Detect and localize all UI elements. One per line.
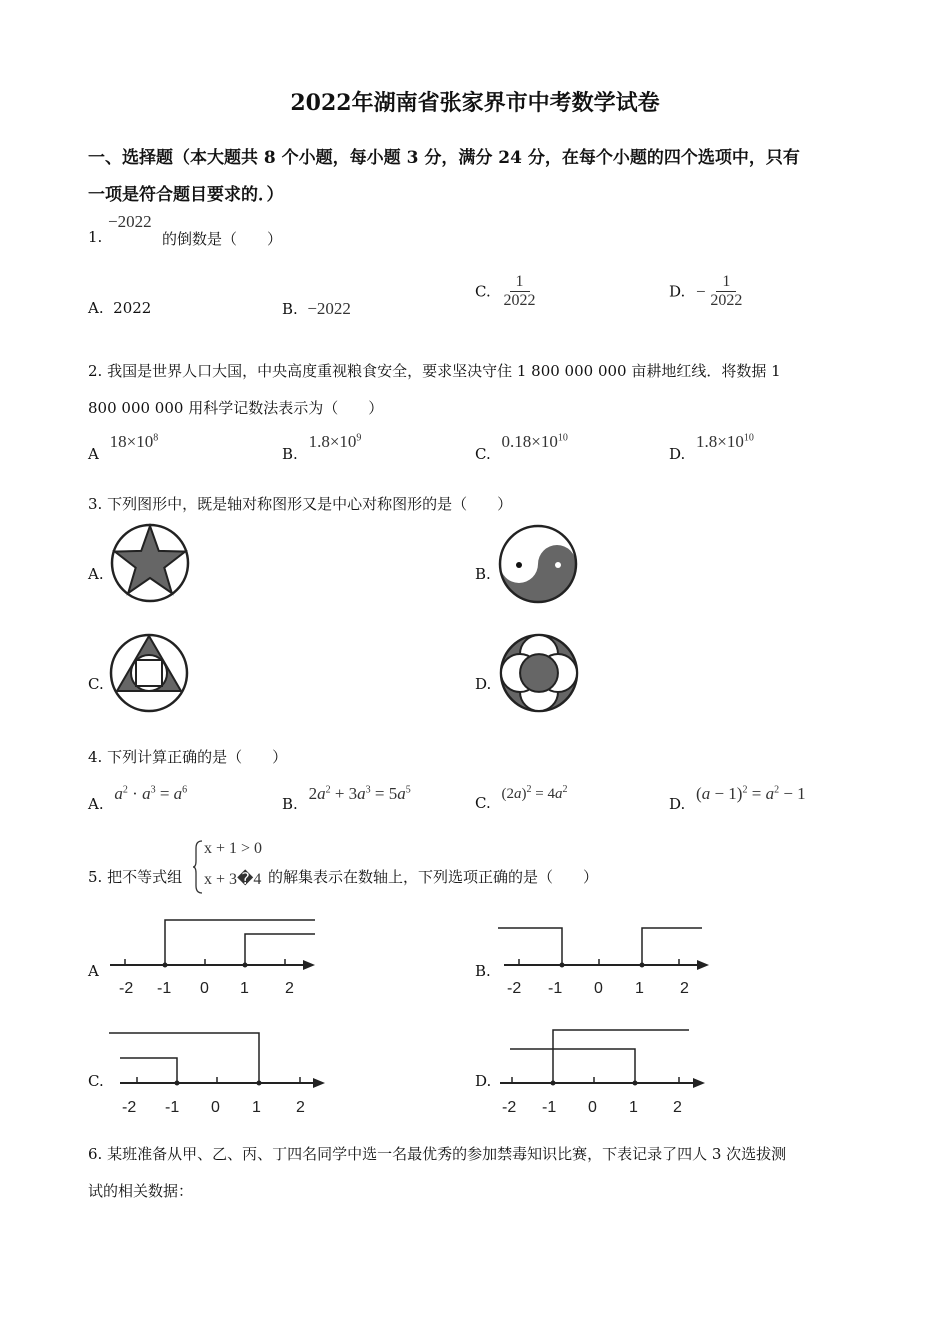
q1-option-a-label: A.: [88, 299, 104, 317]
q3-option-a-figure[interactable]: [110, 523, 190, 603]
q4-option-d[interactable]: [669, 784, 806, 813]
q4-option-d-label: D.: [669, 795, 686, 813]
tick-label: 0: [211, 1099, 220, 1116]
q2-option-c[interactable]: [475, 432, 568, 463]
q4-option-a-expr: $a^2 \cdot a^3 = a^6$: [114, 784, 188, 803]
q3-label-d: D.: [475, 675, 492, 693]
q5-option-a-numberline[interactable]: [100, 910, 330, 1000]
q5-inequality-1: x + 1 > 0: [204, 840, 263, 857]
q4-option-d-expr: $(a - 1)^2 = a^2 - 1$: [696, 784, 806, 803]
tick-label: -1: [157, 980, 172, 997]
q3-label-c: C.: [88, 675, 104, 693]
q5-label-d: D.: [475, 1072, 492, 1090]
q2-option-b[interactable]: [282, 432, 362, 463]
q1-option-c-denominator: 2022: [503, 292, 536, 309]
tick-label: 2: [673, 1099, 682, 1116]
q1-option-c[interactable]: [475, 273, 536, 310]
tick-label: 2: [680, 980, 689, 997]
tick-label: -2: [119, 980, 134, 997]
q1-number: 1.: [88, 228, 103, 246]
axis-arrow-icon: [693, 1078, 705, 1088]
q2-option-d[interactable]: [669, 432, 754, 463]
range-bracket: [498, 928, 562, 965]
q5-label-b: B.: [475, 962, 491, 980]
q5-inequality-2: x + 3�4: [204, 871, 262, 888]
q3-label-a: A.: [88, 565, 104, 583]
q1-option-d[interactable]: [669, 273, 742, 310]
q2-line1: 2. 我国是世界人口大国，中央高度重视粮食安全，要求坚决守住 1 800 000 000 亩耕地红线．将数据 1: [88, 362, 781, 380]
q4-option-c[interactable]: [475, 784, 568, 812]
q1-option-d-label: D.: [669, 282, 686, 301]
dot-dark: [516, 562, 522, 568]
tick-label: 2: [296, 1099, 305, 1116]
q2-option-b-label: B.: [282, 445, 298, 463]
q1-expression: −2022: [108, 212, 152, 231]
q4-option-c-expr: $(2a)^2 = 4a^2$: [501, 784, 568, 802]
q1-option-b-label: B.: [282, 300, 298, 318]
range-bracket: [510, 1049, 635, 1083]
brace-icon: [193, 840, 203, 894]
q5-label-a: A: [88, 962, 99, 980]
tick-label: 1: [629, 1099, 638, 1116]
q1-option-c-label: C.: [475, 282, 491, 301]
q1-option-c-numerator: 1: [510, 273, 530, 292]
yang-gray-shape: [500, 545, 576, 602]
range-bracket: [165, 920, 315, 965]
range-bracket: [553, 1030, 689, 1083]
q4-option-a[interactable]: [88, 784, 188, 813]
q3-option-d-figure[interactable]: [499, 633, 579, 713]
q3-option-c-figure[interactable]: [109, 633, 189, 713]
q4-option-b-expr: $2a^2 + 3a^3 = 5a^5$: [308, 784, 411, 803]
q2-option-c-base: 0.18×10: [501, 432, 558, 451]
tick-label: 1: [240, 980, 249, 997]
page-title: 2022年湖南省张家界市中考数学试卷: [290, 90, 660, 116]
range-bracket: [642, 928, 702, 965]
axis-arrow-icon: [697, 960, 709, 970]
q3-label-b: B.: [475, 565, 491, 583]
square-shape: [136, 660, 162, 686]
q3-text: 3. 下列图形中，既是轴对称图形又是中心对称图形的是（ ）: [88, 495, 513, 513]
q1-option-b-value: −2022: [307, 299, 351, 318]
q6-line2: 试的相关数据：: [88, 1182, 194, 1200]
q5-label-c: C.: [88, 1072, 104, 1090]
q1-option-d-sign: −: [696, 281, 706, 301]
q4-text: 4. 下列计算正确的是（ ）: [88, 748, 288, 766]
tick-label: -2: [122, 1099, 137, 1116]
tick-label: -2: [507, 980, 522, 997]
axis-arrow-icon: [303, 960, 315, 970]
q5-number: 5. 把不等式组: [88, 868, 183, 886]
q2-option-a[interactable]: [88, 432, 159, 463]
tick-label: 1: [252, 1099, 261, 1116]
range-bracket: [245, 934, 315, 965]
q1-option-a[interactable]: [88, 299, 151, 317]
tick-label: -1: [165, 1099, 180, 1116]
tick-label: -1: [542, 1099, 557, 1116]
q5-text: 的解集表示在数轴上，下列选项正确的是（ ）: [268, 868, 599, 886]
q1-option-d-numerator: 1: [716, 273, 736, 292]
q2-option-a-exp: 8: [153, 432, 159, 444]
q2-line2: 800 000 000 用科学记数法表示为（ ）: [88, 399, 384, 417]
q5-option-b-numberline[interactable]: [494, 910, 724, 1000]
q5-option-d-numberline[interactable]: [490, 1025, 720, 1120]
tick-label: -2: [502, 1099, 517, 1116]
section-header-line1: 一、选择题（本大题共 8 个小题，每小题 3 分，满分 24 分，在每个小题的四个选项中，只有: [88, 148, 800, 168]
q2-option-b-base: 1.8×10: [308, 432, 357, 451]
q6-line1: 6. 某班准备从甲、乙、丙、丁四名同学中选一名最优秀的参加禁毒知识比赛，下表记录了四人 3 次选拔测: [88, 1145, 787, 1163]
axis-arrow-icon: [313, 1078, 325, 1088]
q2-option-c-label: C.: [475, 445, 491, 463]
q1-option-b[interactable]: [282, 299, 351, 319]
center-shape: [520, 654, 558, 692]
q2-option-a-base: 18×10: [109, 432, 154, 451]
q4-option-c-label: C.: [475, 794, 491, 812]
q5-option-c-numberline[interactable]: [105, 1025, 335, 1120]
q4-option-b[interactable]: [282, 784, 411, 813]
tick-label: 0: [588, 1099, 597, 1116]
q1-option-d-denominator: 2022: [710, 292, 743, 309]
tick-label: 0: [594, 980, 603, 997]
dot-light: [555, 562, 561, 568]
q4-option-b-label: B.: [282, 795, 298, 813]
tick-label: 1: [635, 980, 644, 997]
q2-option-d-exp: 10: [743, 432, 754, 444]
q2-option-a-label: A: [88, 445, 99, 463]
tick-label: 2: [285, 980, 294, 997]
q4-option-a-label: A.: [88, 795, 104, 813]
tick-label: -1: [548, 980, 563, 997]
q2-option-d-label: D.: [669, 445, 686, 463]
range-bracket: [120, 1058, 177, 1083]
q3-option-b-figure[interactable]: [499, 525, 577, 603]
q1-text: 的倒数是（ ）: [162, 230, 283, 248]
tick-label: 0: [200, 980, 209, 997]
q2-option-c-exp: 10: [557, 432, 568, 444]
q1-option-a-value: 2022: [113, 299, 152, 317]
section-header-line2: 一项是符合题目要求的．）: [88, 185, 284, 205]
q2-option-d-base: 1.8×10: [696, 432, 744, 451]
q2-option-b-exp: 9: [356, 432, 362, 444]
